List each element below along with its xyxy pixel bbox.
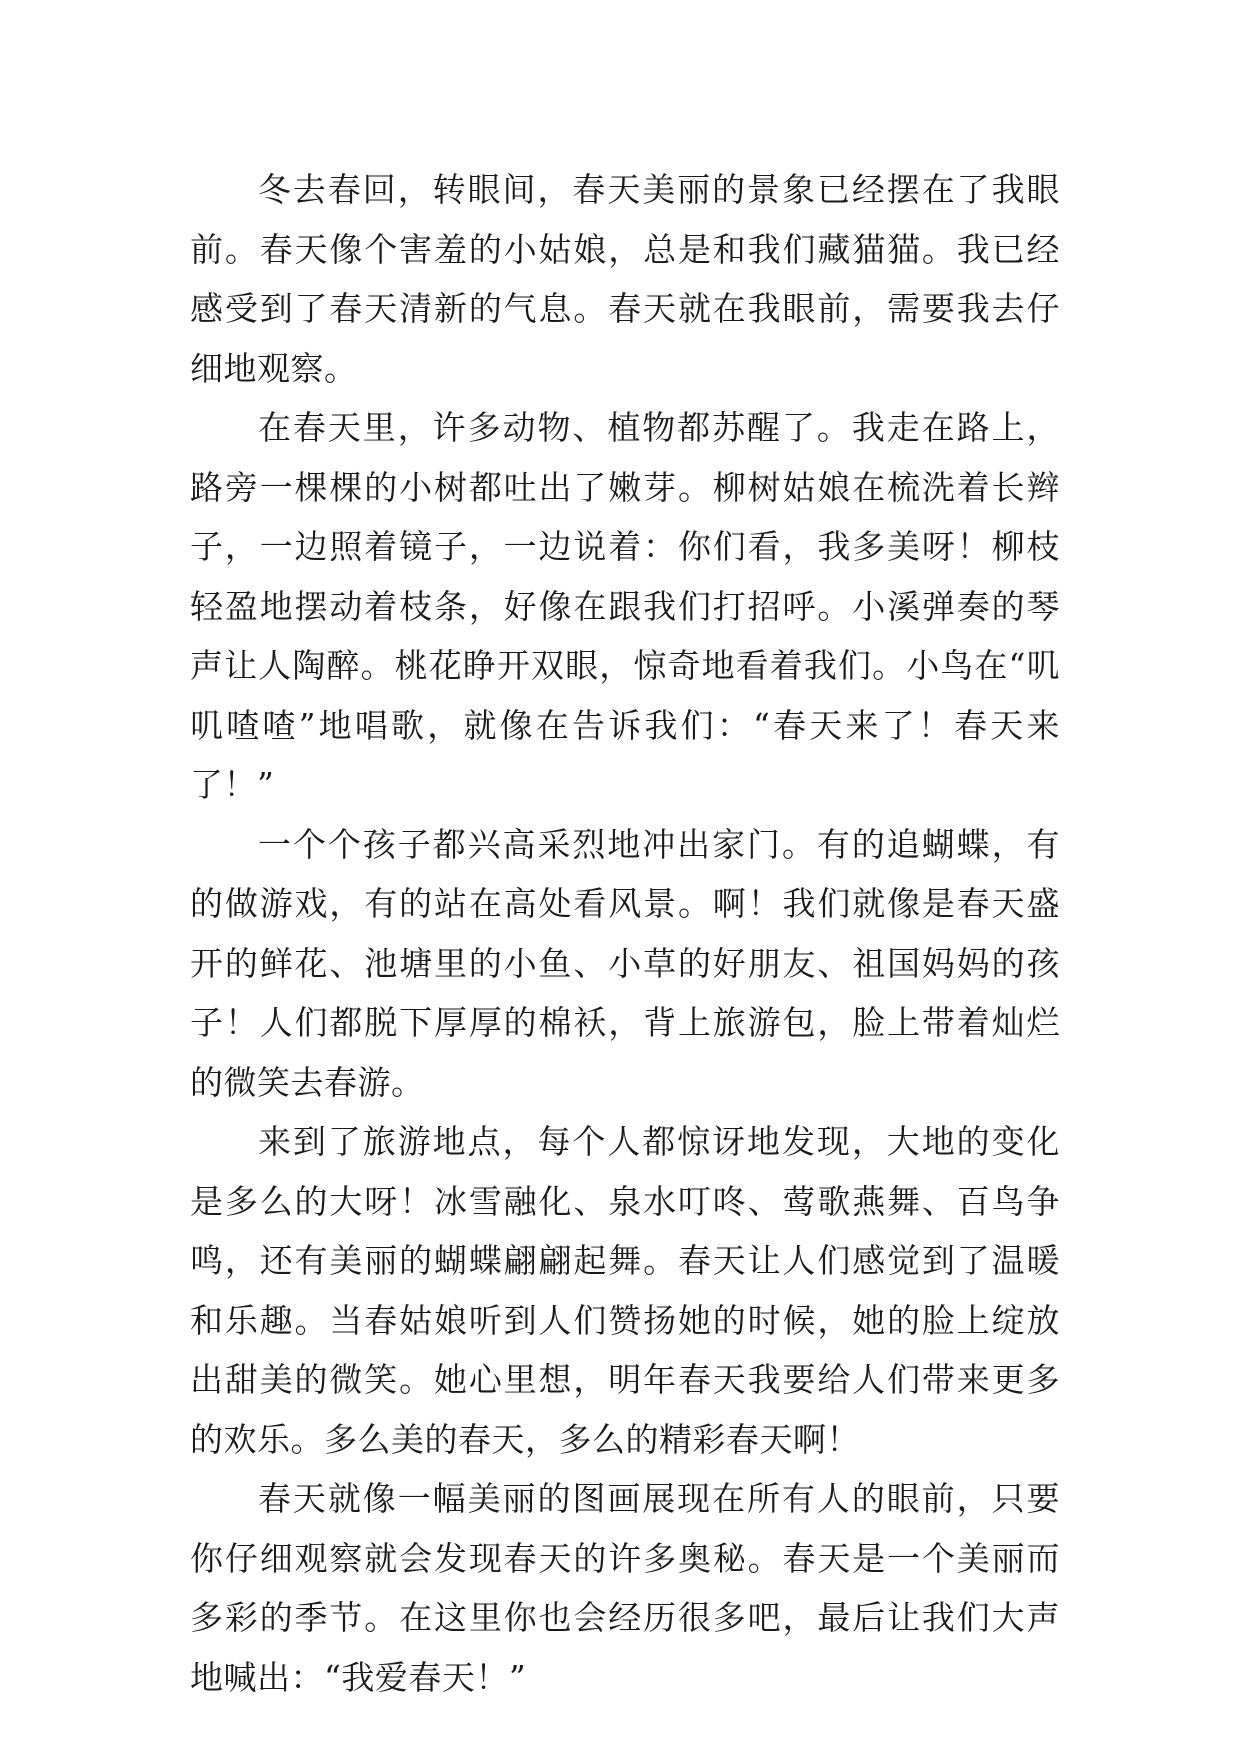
paragraph-1: 冬去春回，转眼间，春天美丽的景象已经摆在了我眼前。春天像个害羞的小姑娘，总是和我们藏猫猫。我已经感受到了春天清新的气息。春天就在我眼前，需要我去仔细地观察。 xyxy=(190,170,1060,388)
paragraph-3: 一个个孩子都兴高采烈地冲出家门。有的追蝴蝶，有的做游戏，有的站在高处看风景。啊！我们就像是春天盛开的鲜花、池塘里的小鱼、小草的好朋友、祖国妈妈的孩子！人们都脱下厚厚的棉袄，背上旅游包，脸上带着灿烂的微笑去春游。 xyxy=(190,824,1060,1102)
essay-body xyxy=(190,160,1060,1707)
paragraph-2: 在春天里，许多动物、植物都苏醒了。我走在路上，路旁一棵棵的小树都吐出了嫩芽。柳树姑娘在梳洗着长辫子，一边照着镜子，一边说着：你们看，我多美呀！柳枝轻盈地摆动着枝条，好像在跟我们打招呼。小溪弹奏的琴声让人陶醉。桃花睁开双眼，惊奇地看着我们。小鸟在“叽叽喳喳”地唱歌，就像在告诉我们：“春天来了！春天来了！” xyxy=(190,408,1060,804)
paragraph-4: 来到了旅游地点，每个人都惊讶地发现，大地的变化是多么的大呀！冰雪融化、泉水叮咚、莺歌燕舞、百鸟争鸣，还有美丽的蝴蝶翩翩起舞。春天让人们感觉到了温暖和乐趣。当春姑娘听到人们赞扬她的时候，她的脸上绽放出甜美的微笑。她心里想，明年春天我要给人们带来更多的欢乐。多么美的春天，多么的精彩春天啊！ xyxy=(190,1122,1060,1459)
paragraph-5: 春天就像一幅美丽的图画展现在所有人的眼前，只要你仔细观察就会发现春天的许多奥秘。春天是一个美丽而多彩的季节。在这里你也会经历很多吧，最后让我们大声地喊出：“我爱春天！” xyxy=(190,1479,1060,1697)
